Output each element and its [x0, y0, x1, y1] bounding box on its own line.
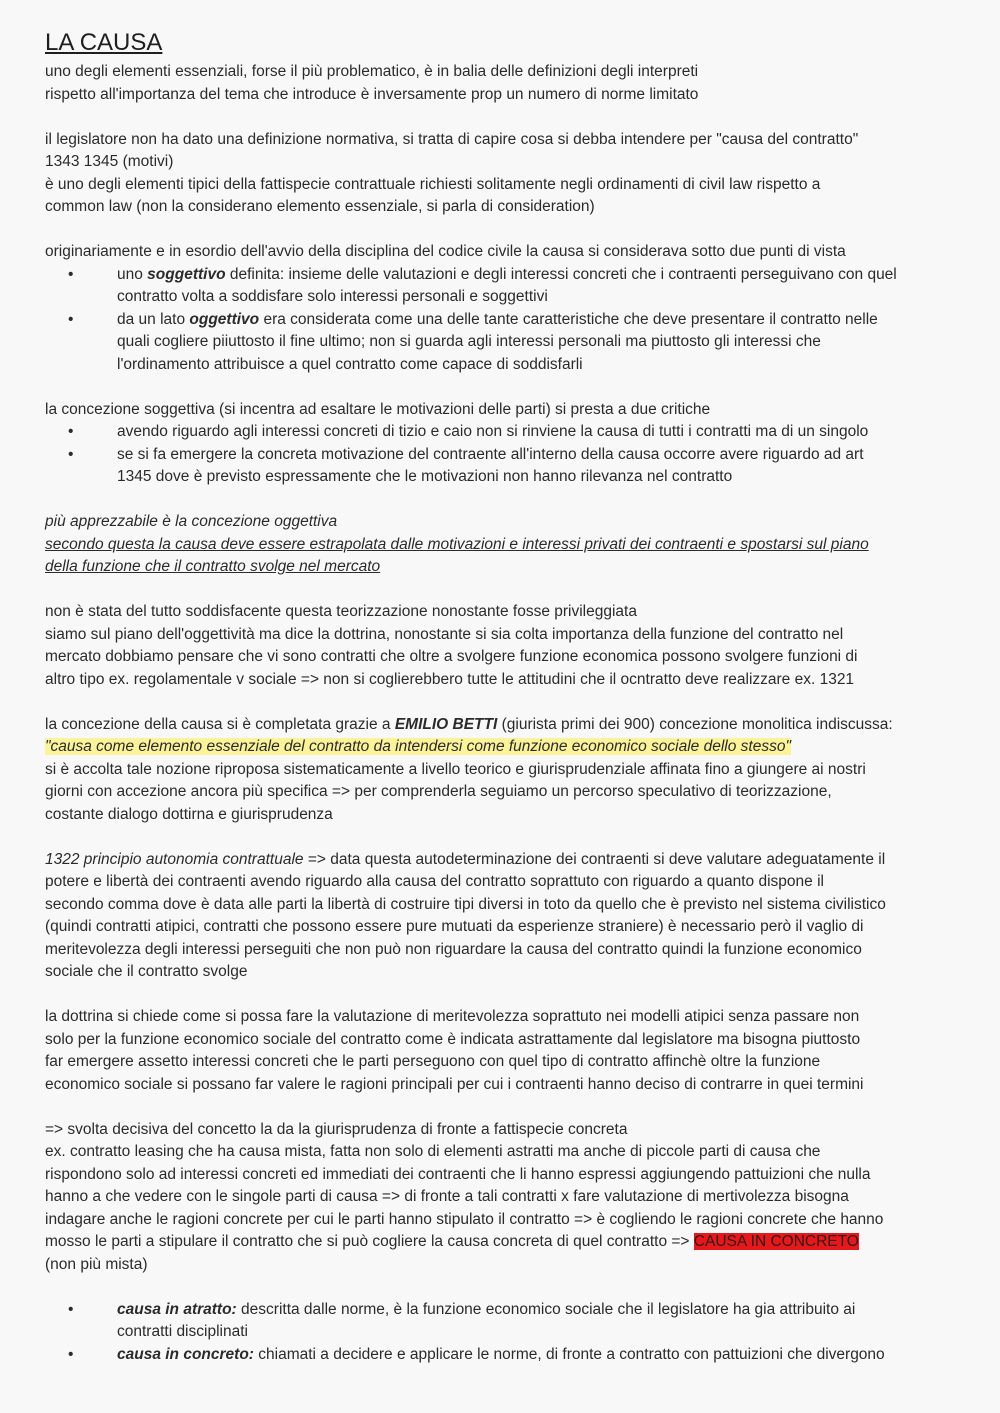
text-line: il legislatore non ha dato una definizione normativa, si tratta di capire cosa si debba intendere per "causa del contratto"	[45, 130, 859, 148]
paragraph-gap	[45, 579, 960, 602]
highlighted-quote: "causa come elemento essenziale del contratto da intendersi come funzione economico sociale dello stesso"	[45, 738, 791, 755]
text-line: indagare anche le ragioni concrete per cui le parti hanno stipulato il contratto => è cogliendo le ragioni concrete che hanno	[45, 1210, 884, 1228]
bullet-row: quali cogliere piiuttosto il fine ultimo; non si guarda agli interessi personali ma piuttosto gli interessi che	[117, 333, 821, 350]
text-line: common law (non la considerano elemento essenziale, si parla di consideration)	[45, 198, 595, 215]
bullet-row	[117, 1299, 960, 1322]
text-line: ex. contratto leasing che ha causa mista, fatta non solo di elementi astratti ma anche di piccole parti di causa che	[45, 1143, 821, 1160]
text-line	[45, 1231, 960, 1254]
bullet-row	[117, 1344, 960, 1367]
text-line: è uno degli elementi tipici della fattispecie contrattuale richiesti solitamente negli ordinamenti di civil law rispetto a	[45, 175, 821, 193]
text-line: originariamente e in esordio dell'avvio della disciplina del codice civile la causa si considerava sotto due punti di vista	[45, 243, 846, 260]
bullet-row: l'ordinamento attribuisce a quel contratto come capace di soddisfarli	[117, 355, 583, 373]
text-line: meritevolezza degli interessi perseguiti che non può non riguardare la causa del contratto quindi la funzione economico	[45, 940, 862, 958]
bullet-row: 1345 dove è previsto espressamente che le motivazioni non hanno rilevanza nel contratto	[117, 468, 733, 485]
bullet-row: • avendo riguardo agli interessi concreti di tizio e caio non si rinviene la causa di tutti i contratti ma di un singolo	[117, 423, 869, 440]
text-line: mercato dobbiamo pensare che vi sono contratti che oltre a svolgere funzione economica possono svolgere funzioni di	[45, 648, 858, 665]
bullet-row	[117, 264, 960, 287]
text-span: => data questa autodeterminazione dei contraenti si deve valutare adeguatamente il	[303, 850, 886, 868]
bullet-row: contratto volta a soddisfare solo interessi personali e soggettivi	[117, 288, 548, 305]
text-line: secondo comma dove è data alle parti la libertà di costruire tipi diversi in toto da quello che è previsto nel sistema civilistico	[45, 895, 886, 913]
list-item	[45, 444, 960, 489]
paragraph-gap	[45, 984, 960, 1007]
highlighted-term: CAUSA IN CONCRETO	[693, 1233, 859, 1250]
doctrine-paragraph	[45, 1006, 960, 1096]
summary-section	[45, 1299, 960, 1367]
text-line	[45, 736, 960, 759]
text-line: si è accolta tale nozione riproposa sistematicamente a livello teorico e giurisprudenziale affinata fino a giungere ai nostri	[45, 760, 866, 778]
bullet-row	[117, 309, 960, 332]
paragraph-gap	[45, 106, 960, 129]
italic-text: 1322 principio autonomia contrattuale	[45, 850, 304, 868]
turning-point-paragraph	[45, 1119, 960, 1277]
paragraph-gap	[45, 489, 960, 512]
text-line: sociale che il contratto svolge	[45, 963, 248, 980]
bullet-text: da un lato	[117, 310, 190, 328]
bullet-row: contratti disciplinati	[117, 1323, 248, 1340]
text-line: => svolta decisiva del concetto la da la giurisprudenza di fronte a fattispecie concreta	[45, 1120, 628, 1138]
bullet-list	[45, 264, 960, 377]
underlined-text: della funzione che il contratto svolge nel mercato	[45, 558, 381, 575]
text-line	[45, 714, 960, 737]
objective-paragraph	[45, 511, 960, 579]
bullet-row: • se si fa emergere la concreta motivazione del contraente all'interno della causa occorre avere riguardo ad art	[117, 445, 864, 463]
text-line: (quindi contratti atipici, contratti che possono essere pure mutuati da esperienze straniere) è necessario però il vaglio di	[45, 918, 864, 935]
text-line: 1343 1345 (motivi)	[45, 153, 174, 170]
betti-paragraph	[45, 714, 960, 827]
paragraph-gap	[45, 376, 960, 399]
text-line: hanno a che vedere con le singole parti di causa => di fronte a tali contratti x fare valutazione di mertivolezza bisogna	[45, 1188, 849, 1205]
text-line: (non più mista)	[45, 1255, 148, 1273]
text-line	[45, 849, 960, 872]
text-line: uno degli elementi essenziali, forse il più problematico, è in balia delle definizioni degli interpreti	[45, 63, 699, 80]
text-line: giorni con accezione ancora più specifica => per comprenderla seguiamo un percorso speculativo di teorizzazione,	[45, 783, 832, 800]
list-item	[45, 421, 960, 444]
paragraph-gap	[45, 826, 960, 849]
bullet-keyword: soggettivo	[147, 265, 226, 283]
text-line: potere e libertà dei contraenti avendo riguardo alla causa del contratto soprattuto con riguardo a quanto dispone il	[45, 873, 824, 890]
definition-paragraph	[45, 129, 960, 219]
list-item	[45, 309, 960, 377]
text-line: non è stata del tutto soddisfacente questa teorizzazione nonostante fosse privileggiata	[45, 603, 637, 620]
list-item	[45, 1344, 960, 1367]
autonomy-paragraph	[45, 849, 960, 984]
bullet-keyword: causa in concreto:	[117, 1345, 254, 1363]
text-line: costante dialogo dottirna e giurisprudenza	[45, 805, 333, 823]
bullet-keyword: oggettivo	[189, 310, 260, 328]
list-item	[45, 264, 960, 309]
text-line: rispondono solo ad interessi concreti ed immediati dei contraenti che li hanno espressi aggiungendo pattuizioni che nulla	[45, 1165, 871, 1183]
critiques-section	[45, 399, 960, 489]
bullet-keyword: causa in atratto:	[117, 1300, 237, 1318]
text-line: altro tipo ex. regolamentale v sociale => non si coglierebbero tutte le attitudini che il ocntratto deve realizzare ex. 1321	[45, 670, 855, 688]
bullet-text: uno	[117, 265, 148, 283]
bullet-text: era considerata come una delle tante caratteristiche che deve presentare il contratto nelle	[259, 310, 878, 328]
text-line: rispetto all'importanza del tema che introduce è inversamente prop un numero di norme limitato	[45, 85, 699, 103]
unsatisfying-paragraph	[45, 601, 960, 691]
bullet-text: definita: insieme delle valutazioni e degli interessi concreti che i contraenti perseguivano con quel	[225, 265, 897, 283]
text-line: far emergere assetto interessi concreti che le parti perseguono con quel tipo di contratto affinchè oltre la funzione	[45, 1053, 821, 1070]
origins-section	[45, 241, 960, 376]
text-span: la concezione della causa si è completata grazie a	[45, 715, 395, 733]
text-line: solo per la funzione economico sociale del contratto come è indicata astrattamente dal legislatore ma bisogna piuttosto	[45, 1030, 861, 1048]
text-line: siamo sul piano dell'oggettività ma dice la dottrina, nonostante si sia colta importanza della funzione del contratto nel	[45, 625, 844, 643]
bullet-list	[45, 421, 960, 489]
bullet-list	[45, 1299, 960, 1367]
text-span: (giurista primi dei 900) concezione monolitica indiscussa:	[497, 715, 893, 733]
paragraph-gap	[45, 1276, 960, 1299]
text-line: più apprezzabile è la concezione oggettiva	[45, 513, 338, 530]
bullet-text: descritta dalle norme, è la funzione economico sociale che il legislatore ha gia attribuito ai	[236, 1300, 856, 1318]
text-span: mosso le parti a stipulare il contratto che si può cogliere la causa concreta di quel contratto =>	[45, 1233, 694, 1250]
paragraph-gap	[45, 1096, 960, 1119]
intro-paragraph	[45, 61, 960, 106]
paragraph-gap	[45, 691, 960, 714]
text-line	[45, 556, 960, 579]
text-line: economico sociale si possano far valere le ragioni principali per cui i contraenti hanno deciso di contrarre in quei termini	[45, 1075, 864, 1093]
text-line: la dottrina si chiede come si possa fare la valutazione di meritevolezza soprattuto nei modelli atipici senza passare non	[45, 1008, 860, 1025]
list-item	[45, 1299, 960, 1344]
text-line: secondo questa la causa deve essere estrapolata dalle motivazioni e interessi privati dei contraenti e spostarsi sul piano	[45, 535, 869, 553]
bullet-text: chiamati a decidere e applicare le norme, di fronte a contratto con pattuizioni che divergono	[253, 1345, 885, 1363]
text-line: la concezione soggettiva (si incentra ad esaltare le motivazioni delle parti) si presta a due critiche	[45, 400, 711, 418]
author-name: EMILIO BETTI	[394, 715, 498, 733]
paragraph-gap	[45, 219, 960, 242]
page-title: LA CAUSA	[45, 29, 163, 56]
